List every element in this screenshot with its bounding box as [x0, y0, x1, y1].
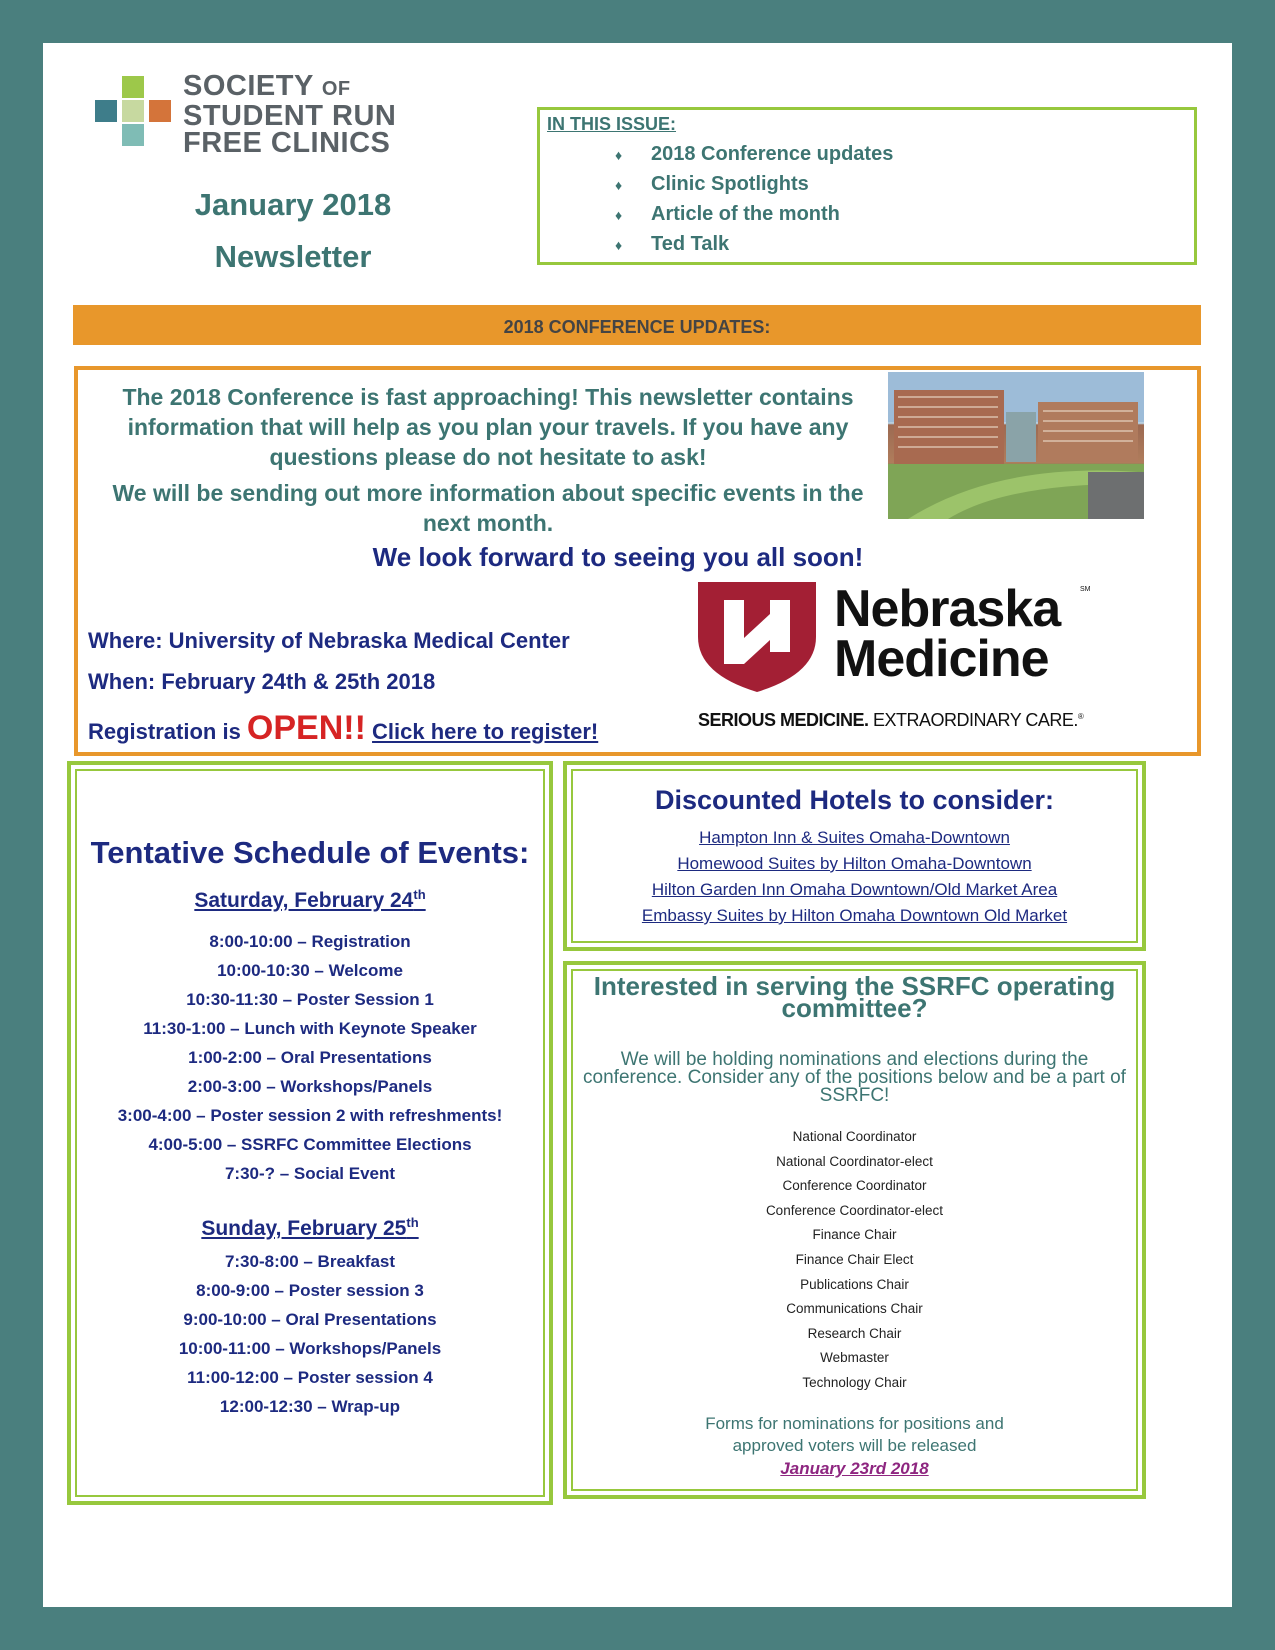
list-item: Finance Chair Elect [795, 1251, 914, 1267]
issue-month: January 2018 [194, 187, 392, 222]
list-item: 8:00-10:00 – Registration [209, 932, 411, 951]
register-link[interactable]: Click here to register! [372, 719, 599, 744]
list-item: Publications Chair [800, 1276, 909, 1292]
conference-intro: The 2018 Conference is fast approaching! This newsletter contains information that will help as you plan your travels. If you have any questions please do not hesitate to ask! We will be sending out more information about specific events in the next month. [112, 384, 864, 536]
list-item: 10:30-11:30 – Poster Session 1 [186, 990, 434, 1009]
nebraska-shield-icon [698, 582, 816, 692]
diamond-bullet-icon: ♦ [615, 147, 623, 163]
schedule-box [67, 761, 553, 1505]
list-item: 8:00-9:00 – Poster session 3 [196, 1281, 424, 1300]
hotels-list [567, 825, 1142, 929]
list-item: 2:00-3:00 – Workshops/Panels [187, 1077, 433, 1096]
issue-item: ♦ 2018 Conference updates [615, 140, 893, 170]
issue-item: ♦ Clinic Spotlights [615, 170, 893, 200]
issue-item: ♦ Article of the month [615, 200, 893, 230]
forms-note: Forms for nominations for positions and approved voters will be released [705, 1414, 1004, 1455]
hotels-title: Discounted Hotels to consider: [654, 785, 1055, 815]
in-this-issue-title: IN THIS ISSUE: [547, 114, 677, 134]
list-item: 3:00-4:00 – Poster session 2 with refreshments! [117, 1106, 503, 1125]
list-item: 10:00-10:30 – Welcome [217, 961, 403, 980]
conference-forward: We look forward to seeing you all soon! [372, 542, 864, 572]
list-item: Research Chair [807, 1325, 902, 1341]
committee-title: Interested in serving the SSRFC operating committee? [593, 971, 1116, 1023]
conference-updates-box [74, 366, 1201, 756]
list-item: 10:00-11:00 – Workshops/Panels [178, 1339, 442, 1358]
campus-photo [888, 372, 1144, 519]
list-item: Communications Chair [786, 1301, 923, 1317]
nebraska-tagline: SERIOUS MEDICINE. EXTRAORDINARY CARE.® [698, 710, 1084, 730]
issue-date [143, 179, 443, 283]
schedule-day2-heading: Sunday, February 25th [201, 1215, 419, 1240]
release-date: January 23rd 2018 [780, 1459, 929, 1478]
diamond-bullet-icon: ♦ [615, 207, 623, 223]
issue-label: Newsletter [214, 239, 372, 274]
diamond-bullet-icon: ♦ [615, 177, 623, 193]
positions-list [567, 1125, 1142, 1396]
list-item: 4:00-5:00 – SSRFC Committee Elections [148, 1135, 472, 1154]
list-item: 7:30-8:00 – Breakfast [224, 1252, 396, 1271]
issue-item: ♦ Ted Talk [615, 230, 893, 260]
conference-details [88, 620, 668, 749]
list-item: 9:00-10:00 – Oral Presentations [183, 1310, 437, 1329]
schedule-day1-heading: Saturday, February 24th [194, 887, 426, 912]
diamond-bullet-icon: ♦ [615, 237, 623, 253]
hotel-link[interactable]: Hampton Inn & Suites Omaha-Downtown [699, 828, 1010, 847]
list-item: Webmaster [820, 1350, 889, 1366]
list-item: Finance Chair [812, 1227, 897, 1243]
committee-intro: We will be holding nominations and elections during the conference. Consider any of the positions below and be a part of SSRFC! [583, 1049, 1126, 1106]
conference-where: Where: University of Nebraska Medical Center [88, 628, 570, 653]
in-this-issue-box [537, 107, 1197, 265]
schedule-day2-list [71, 1247, 549, 1421]
list-item: Conference Coordinator [782, 1178, 927, 1194]
list-item: 11:30-1:00 – Lunch with Keynote Speaker [143, 1019, 477, 1038]
list-item: Conference Coordinator-elect [765, 1202, 944, 1218]
in-this-issue-list [615, 140, 893, 260]
hotel-link[interactable]: Embassy Suites by Hilton Omaha Downtown Old Market [641, 906, 1068, 925]
conference-updates-header: 2018 CONFERENCE UPDATES: [73, 305, 1201, 345]
newsletter-page [43, 43, 1232, 1607]
hotel-link[interactable]: Hilton Garden Inn Omaha Downtown/Old Market Area [651, 880, 1058, 899]
registration-line: Registration is OPEN!! Click here to register! [88, 709, 599, 747]
list-item: 1:00-2:00 – Oral Presentations [188, 1048, 432, 1067]
list-item: National Coordinator-elect [776, 1153, 933, 1169]
committee-box [563, 961, 1146, 1499]
list-item: 7:30-? – Social Event [224, 1164, 396, 1183]
hotels-box [563, 761, 1146, 951]
ssrfc-logo-mark [95, 76, 171, 152]
list-item: 12:00-12:30 – Wrap-up [219, 1397, 401, 1416]
ssrfc-logo-text: SOCIETY OF STUDENT RUN FREE CLINICS [183, 70, 397, 159]
list-item: 11:00-12:00 – Poster session 4 [187, 1368, 433, 1387]
list-item: Technology Chair [802, 1374, 907, 1390]
hotel-link[interactable]: Homewood Suites by Hilton Omaha-Downtown [677, 854, 1032, 873]
open-status: OPEN!! [246, 709, 366, 747]
list-item: National Coordinator [792, 1129, 917, 1144]
schedule-title: Tentative Schedule of Events: [90, 835, 530, 870]
conference-when: When: February 24th & 25th 2018 [88, 669, 436, 694]
schedule-day1-list [71, 927, 549, 1188]
nebraska-medicine-logo: Nebraska Medicine SM SERIOUS MEDICINE. EXTRAORDINARY CARE.® [698, 580, 1091, 730]
